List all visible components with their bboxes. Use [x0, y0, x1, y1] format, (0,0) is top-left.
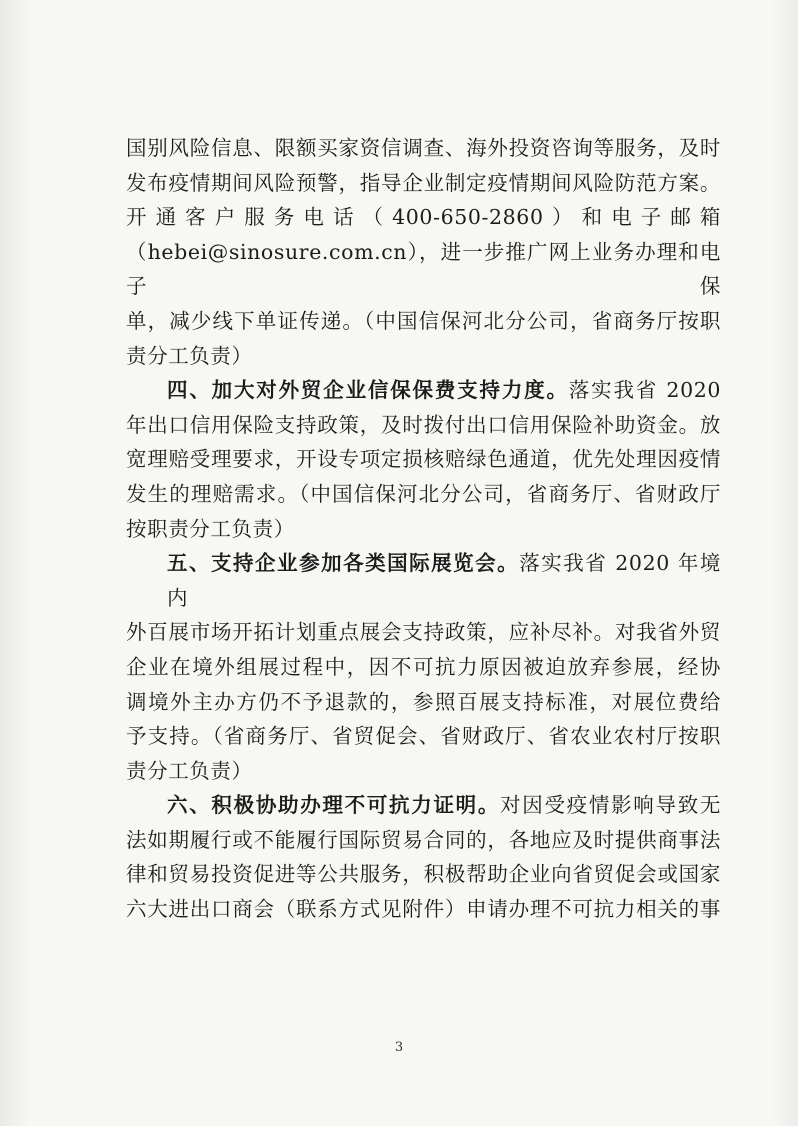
text-line: 法如期履行或不能履行国际贸易合同的，各地应及时提供商事法 — [126, 827, 721, 852]
text-line: 律和贸易投资促进等公共服务，积极帮助企业向省贸促会或国家 — [126, 862, 721, 887]
text-line: 责分工负责） — [126, 343, 253, 368]
text-line: 开通客户服务电话（400-650-2860）和电子邮箱 — [126, 205, 721, 230]
section-heading: 四、加大对外贸企业信保保费支持力度。 — [167, 378, 569, 403]
text-line: 发生的理赔需求。（中国信保河北分公司，省商务厅、省财政厅 — [126, 481, 721, 506]
section-first-line-text: 对因受疫情影响导致无 — [500, 793, 721, 818]
text-line: 企业在境外组展过程中，因不可抗力原因被迫放弃参展，经协 — [126, 654, 721, 679]
page-number: 3 — [394, 1040, 404, 1055]
text-line: 国别风险信息、限额买家资信调查、海外投资咨询等服务，及时 — [126, 136, 721, 160]
document-body — [126, 131, 721, 927]
section-first-line-text: 落实我省 2020 — [568, 378, 721, 403]
text-line: （hebei@sinosure.com.cn），进一步推广网上业务办理和电子保 — [126, 239, 721, 299]
section-4 — [126, 373, 721, 546]
section-first-line — [126, 546, 721, 615]
text-line: 外百展市场开拓计划重点展会支持政策，应补尽补。对我省外贸 — [126, 620, 721, 645]
text-line: 六大进出口商会（联系方式见附件）申请办理不可抗力相关的事 — [126, 897, 721, 922]
text-line: 责分工负责） — [126, 758, 253, 783]
section-5 — [126, 546, 721, 788]
text-line: 发布疫情期间风险预警，指导企业制定疫情期间风险防范方案。 — [126, 170, 721, 195]
text-line: 单，减少线下单证传递。（中国信保河北分公司，省商务厅按职 — [126, 308, 721, 333]
section-first-line — [126, 788, 721, 823]
text-line: 年出口信用保险支持政策，及时拨付出口信用保险补助资金。放 — [126, 412, 721, 437]
section-heading: 五、支持企业参加各类国际展览会。 — [167, 551, 520, 576]
continued-paragraph — [126, 131, 721, 373]
section-first-line-text: 落实我省 2020 年境内 — [167, 551, 721, 610]
section-first-line — [126, 373, 721, 408]
text-line: 调境外主办方仍不予退款的，参照百展支持标准，对展位费给 — [126, 689, 721, 714]
text-line: 宽理赔受理要求，开设专项定损核赔绿色通道，优先处理因疫情 — [126, 447, 721, 472]
text-line: 按职责分工负责） — [126, 516, 295, 541]
text-line: 予支持。（省商务厅、省贸促会、省财政厅、省农业农村厅按职 — [126, 724, 721, 749]
section-heading: 六、积极协助办理不可抗力证明。 — [167, 793, 501, 818]
section-6 — [126, 788, 721, 926]
